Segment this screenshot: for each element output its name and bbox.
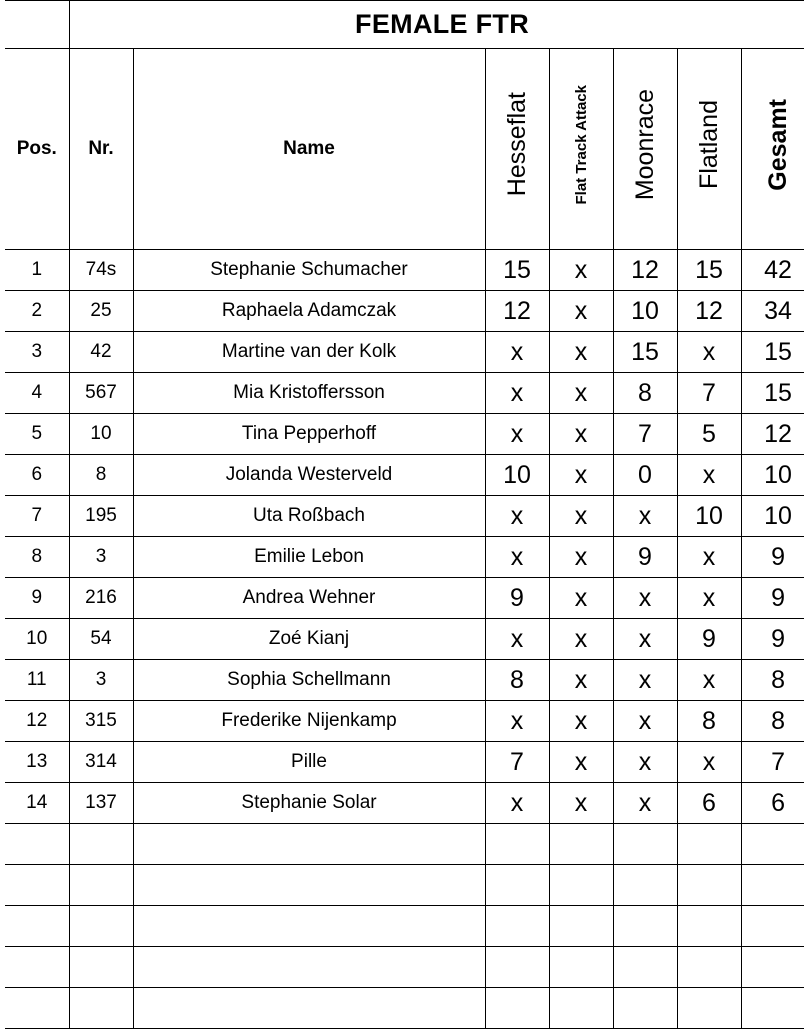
cell-pos[interactable]: 5 xyxy=(5,414,69,455)
empty-cell[interactable] xyxy=(133,906,485,947)
cell-name[interactable]: Zoé Kianj xyxy=(133,619,485,660)
cell-moonrace[interactable]: x xyxy=(613,619,677,660)
empty-cell[interactable] xyxy=(485,865,549,906)
cell-nr[interactable]: 216 xyxy=(69,578,133,619)
empty-cell[interactable] xyxy=(133,947,485,988)
cell-nr[interactable]: 567 xyxy=(69,373,133,414)
table-title[interactable] xyxy=(69,1,804,49)
cell-flat-track-attack[interactable]: x xyxy=(549,414,613,455)
cell-flat-track-attack[interactable]: x xyxy=(549,332,613,373)
cell-pos[interactable]: 14 xyxy=(5,783,69,824)
empty-cell[interactable] xyxy=(485,947,549,988)
header-moonrace-label: Moonrace xyxy=(630,88,659,201)
header-moonrace[interactable] xyxy=(613,49,677,250)
cell-name[interactable]: Raphaela Adamczak xyxy=(133,291,485,332)
empty-cell[interactable] xyxy=(69,988,133,1029)
cell-name[interactable]: Emilie Lebon xyxy=(133,537,485,578)
cell-flatland[interactable]: x xyxy=(677,537,741,578)
empty-cell[interactable] xyxy=(677,865,741,906)
cell-flatland[interactable]: 6 xyxy=(677,783,741,824)
header-hesseflat-label: Hesseflat xyxy=(502,92,531,197)
empty-cell[interactable] xyxy=(741,865,804,906)
cell-nr[interactable]: 10 xyxy=(69,414,133,455)
empty-cell[interactable] xyxy=(741,906,804,947)
title-corner-cell[interactable] xyxy=(5,1,69,49)
empty-cell[interactable] xyxy=(133,988,485,1029)
cell-name[interactable]: Mia Kristoffersson xyxy=(133,373,485,414)
table-row xyxy=(5,455,804,496)
table-body xyxy=(5,1,804,1029)
cell-name[interactable]: Tina Pepperhoff xyxy=(133,414,485,455)
cell-hesseflat[interactable]: x xyxy=(485,414,549,455)
cell-moonrace[interactable]: 10 xyxy=(613,291,677,332)
cell-name[interactable]: Stephanie Schumacher xyxy=(133,250,485,291)
cell-flatland[interactable]: 10 xyxy=(677,496,741,537)
cell-flat-track-attack[interactable]: x xyxy=(549,742,613,783)
table-row xyxy=(5,250,804,291)
table-row xyxy=(5,373,804,414)
cell-pos[interactable]: 13 xyxy=(5,742,69,783)
cell-moonrace[interactable]: x xyxy=(613,742,677,783)
cell-gesamt[interactable]: 9 xyxy=(741,537,804,578)
empty-cell[interactable] xyxy=(5,906,69,947)
cell-flat-track-attack[interactable]: x xyxy=(549,701,613,742)
empty-cell[interactable] xyxy=(549,988,613,1029)
cell-nr[interactable]: 195 xyxy=(69,496,133,537)
cell-name[interactable]: Frederike Nijenkamp xyxy=(133,701,485,742)
cell-moonrace[interactable]: x xyxy=(613,496,677,537)
empty-cell[interactable] xyxy=(677,906,741,947)
cell-flatland[interactable]: 5 xyxy=(677,414,741,455)
cell-flatland[interactable]: x xyxy=(677,660,741,701)
cell-pos[interactable]: 1 xyxy=(5,250,69,291)
cell-flatland[interactable]: x xyxy=(677,455,741,496)
cell-name[interactable]: Sophia Schellmann xyxy=(133,660,485,701)
cell-pos[interactable]: 2 xyxy=(5,291,69,332)
empty-cell[interactable] xyxy=(549,865,613,906)
table-row xyxy=(5,701,804,742)
cell-flatland[interactable]: x xyxy=(677,332,741,373)
empty-cell[interactable] xyxy=(5,824,69,865)
cell-hesseflat[interactable]: 7 xyxy=(485,742,549,783)
header-flat-track-attack-label: Flat Track Attack xyxy=(572,84,590,205)
header-pos[interactable]: Pos. xyxy=(5,49,69,250)
cell-hesseflat[interactable]: x xyxy=(485,701,549,742)
cell-gesamt[interactable]: 10 xyxy=(741,496,804,537)
empty-cell[interactable] xyxy=(485,988,549,1029)
cell-flat-track-attack[interactable]: x xyxy=(549,537,613,578)
empty-cell[interactable] xyxy=(133,865,485,906)
cell-pos[interactable]: 9 xyxy=(5,578,69,619)
cell-nr[interactable]: 3 xyxy=(69,660,133,701)
empty-cell[interactable] xyxy=(549,947,613,988)
empty-row xyxy=(5,865,804,906)
header-flatland-label: Flatland xyxy=(694,100,723,189)
table-row xyxy=(5,537,804,578)
empty-cell[interactable] xyxy=(485,824,549,865)
cell-moonrace[interactable]: 12 xyxy=(613,250,677,291)
cell-flatland[interactable]: x xyxy=(677,578,741,619)
cell-name[interactable]: Jolanda Westerveld xyxy=(133,455,485,496)
empty-cell[interactable] xyxy=(549,906,613,947)
table-row xyxy=(5,742,804,783)
cell-hesseflat[interactable]: 8 xyxy=(485,660,549,701)
header-gesamt[interactable] xyxy=(741,49,804,250)
cell-gesamt[interactable]: 42 xyxy=(741,250,804,291)
table-row xyxy=(5,414,804,455)
empty-cell[interactable] xyxy=(69,824,133,865)
header-name[interactable]: Name xyxy=(133,49,485,250)
cell-pos[interactable]: 11 xyxy=(5,660,69,701)
empty-cell[interactable] xyxy=(133,824,485,865)
empty-cell[interactable] xyxy=(677,824,741,865)
cell-gesamt[interactable]: 9 xyxy=(741,578,804,619)
table-row xyxy=(5,332,804,373)
empty-cell[interactable] xyxy=(741,824,804,865)
cell-pos[interactable]: 3 xyxy=(5,332,69,373)
cell-moonrace[interactable]: 0 xyxy=(613,455,677,496)
cell-moonrace[interactable]: x xyxy=(613,578,677,619)
empty-row xyxy=(5,906,804,947)
cell-moonrace[interactable]: x xyxy=(613,783,677,824)
cell-gesamt[interactable]: 12 xyxy=(741,414,804,455)
cell-nr[interactable]: 3 xyxy=(69,537,133,578)
cell-flat-track-attack[interactable]: x xyxy=(549,619,613,660)
cell-hesseflat[interactable]: x xyxy=(485,619,549,660)
cell-moonrace[interactable]: 8 xyxy=(613,373,677,414)
cell-flat-track-attack[interactable]: x xyxy=(549,660,613,701)
cell-gesamt[interactable]: 9 xyxy=(741,619,804,660)
table-title-text: FEMALE FTR xyxy=(355,9,530,39)
cell-flat-track-attack[interactable]: x xyxy=(549,578,613,619)
empty-cell[interactable] xyxy=(741,988,804,1029)
cell-nr[interactable]: 315 xyxy=(69,701,133,742)
empty-cell[interactable] xyxy=(613,906,677,947)
cell-flatland[interactable]: 9 xyxy=(677,619,741,660)
empty-cell[interactable] xyxy=(613,988,677,1029)
cell-gesamt[interactable]: 34 xyxy=(741,291,804,332)
cell-flatland[interactable]: 8 xyxy=(677,701,741,742)
cell-pos[interactable]: 10 xyxy=(5,619,69,660)
cell-nr[interactable]: 314 xyxy=(69,742,133,783)
cell-pos[interactable]: 12 xyxy=(5,701,69,742)
cell-hesseflat[interactable]: 9 xyxy=(485,578,549,619)
empty-cell[interactable] xyxy=(677,947,741,988)
cell-flat-track-attack[interactable]: x xyxy=(549,373,613,414)
cell-nr[interactable]: 42 xyxy=(69,332,133,373)
cell-moonrace[interactable]: x xyxy=(613,660,677,701)
header-flat-track-attack[interactable] xyxy=(549,49,613,250)
empty-cell[interactable] xyxy=(69,906,133,947)
header-flatland[interactable] xyxy=(677,49,741,250)
empty-cell[interactable] xyxy=(613,865,677,906)
cell-name[interactable]: Uta Roßbach xyxy=(133,496,485,537)
empty-cell[interactable] xyxy=(5,947,69,988)
cell-flatland[interactable]: 15 xyxy=(677,250,741,291)
cell-gesamt[interactable]: 15 xyxy=(741,373,804,414)
cell-flatland[interactable]: x xyxy=(677,742,741,783)
table-row xyxy=(5,496,804,537)
cell-flat-track-attack[interactable]: x xyxy=(549,250,613,291)
table-row xyxy=(5,291,804,332)
cell-name[interactable]: Stephanie Solar xyxy=(133,783,485,824)
empty-cell[interactable] xyxy=(69,947,133,988)
cell-flat-track-attack[interactable]: x xyxy=(549,455,613,496)
cell-moonrace[interactable]: 15 xyxy=(613,332,677,373)
empty-cell[interactable] xyxy=(5,865,69,906)
cell-moonrace[interactable]: 9 xyxy=(613,537,677,578)
table-row xyxy=(5,660,804,701)
empty-row xyxy=(5,988,804,1029)
empty-cell[interactable] xyxy=(613,824,677,865)
cell-hesseflat[interactable]: x xyxy=(485,537,549,578)
cell-nr[interactable]: 54 xyxy=(69,619,133,660)
cell-name[interactable]: Andrea Wehner xyxy=(133,578,485,619)
cell-nr[interactable]: 74s xyxy=(69,250,133,291)
cell-moonrace[interactable]: x xyxy=(613,701,677,742)
cell-gesamt[interactable]: 8 xyxy=(741,660,804,701)
empty-row xyxy=(5,824,804,865)
cell-pos[interactable]: 8 xyxy=(5,537,69,578)
cell-hesseflat[interactable]: x xyxy=(485,496,549,537)
cell-flatland[interactable]: 12 xyxy=(677,291,741,332)
cell-nr[interactable]: 8 xyxy=(69,455,133,496)
cell-hesseflat[interactable]: 15 xyxy=(485,250,549,291)
cell-hesseflat[interactable]: 10 xyxy=(485,455,549,496)
cell-gesamt[interactable]: 6 xyxy=(741,783,804,824)
cell-pos[interactable]: 7 xyxy=(5,496,69,537)
empty-cell[interactable] xyxy=(741,947,804,988)
results-table xyxy=(5,0,804,1029)
cell-name[interactable]: Pille xyxy=(133,742,485,783)
cell-name[interactable]: Martine van der Kolk xyxy=(133,332,485,373)
cell-hesseflat[interactable]: x xyxy=(485,783,549,824)
cell-hesseflat[interactable]: 12 xyxy=(485,291,549,332)
header-gesamt-label: Gesamt xyxy=(763,98,792,191)
cell-flat-track-attack[interactable]: x xyxy=(549,496,613,537)
empty-cell[interactable] xyxy=(677,988,741,1029)
title-row xyxy=(5,1,804,49)
cell-nr[interactable]: 25 xyxy=(69,291,133,332)
header-nr[interactable]: Nr. xyxy=(69,49,133,250)
empty-cell[interactable] xyxy=(613,947,677,988)
cell-gesamt[interactable]: 10 xyxy=(741,455,804,496)
cell-flatland[interactable]: 7 xyxy=(677,373,741,414)
table-row xyxy=(5,783,804,824)
empty-cell[interactable] xyxy=(485,906,549,947)
empty-row xyxy=(5,947,804,988)
cell-gesamt[interactable]: 7 xyxy=(741,742,804,783)
cell-gesamt[interactable]: 15 xyxy=(741,332,804,373)
table-row xyxy=(5,578,804,619)
empty-cell[interactable] xyxy=(549,824,613,865)
cell-gesamt[interactable]: 8 xyxy=(741,701,804,742)
header-row xyxy=(5,49,804,250)
table-row xyxy=(5,619,804,660)
cell-hesseflat[interactable]: x xyxy=(485,373,549,414)
cell-flat-track-attack[interactable]: x xyxy=(549,291,613,332)
cell-flat-track-attack[interactable]: x xyxy=(549,783,613,824)
empty-cell[interactable] xyxy=(69,865,133,906)
header-hesseflat[interactable] xyxy=(485,49,549,250)
cell-moonrace[interactable]: 7 xyxy=(613,414,677,455)
cell-nr[interactable]: 137 xyxy=(69,783,133,824)
cell-pos[interactable]: 4 xyxy=(5,373,69,414)
cell-hesseflat[interactable]: x xyxy=(485,332,549,373)
cell-pos[interactable]: 6 xyxy=(5,455,69,496)
empty-cell[interactable] xyxy=(5,988,69,1029)
